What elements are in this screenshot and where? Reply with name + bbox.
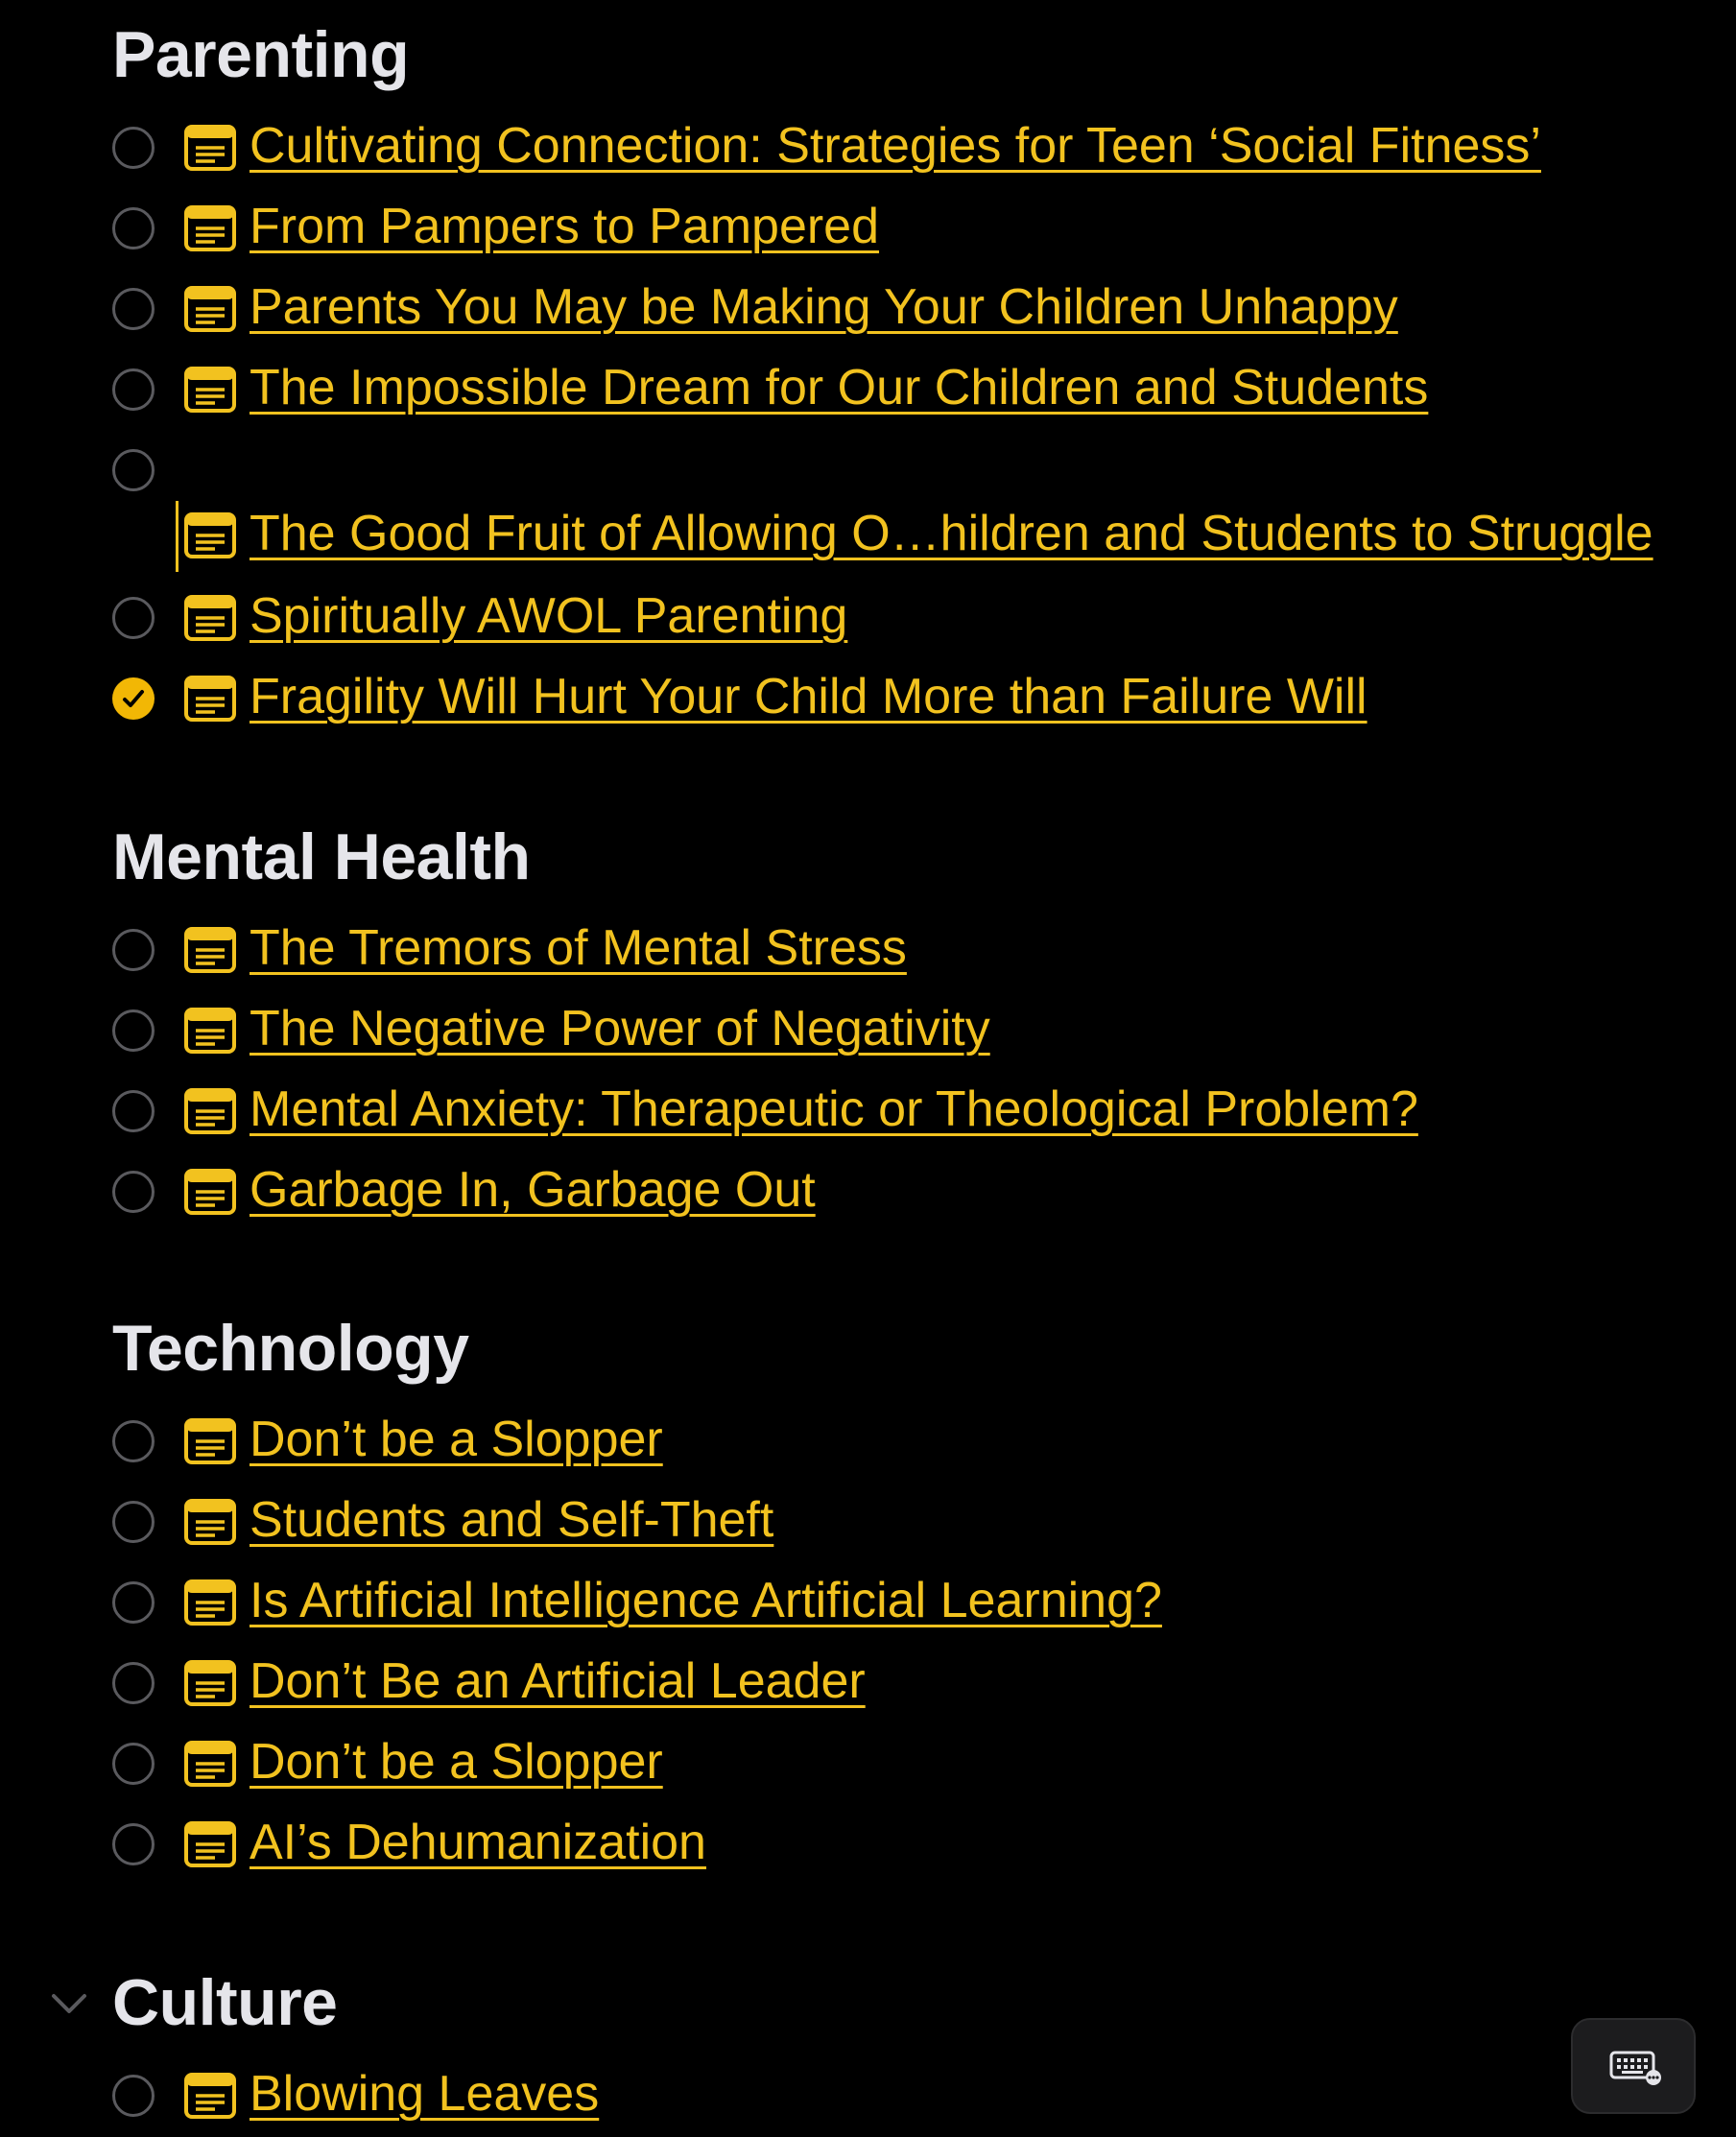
list-item (0, 990, 1736, 1071)
note-link[interactable]: Blowing Leaves (250, 2066, 600, 2122)
list-item (0, 658, 1736, 739)
note-link[interactable]: From Pampers to Pampered (250, 199, 880, 254)
keyboard-dismiss-button[interactable] (1571, 2018, 1696, 2114)
note-link[interactable]: AI’s Dehumanization (250, 1815, 706, 1870)
checkbox[interactable] (112, 597, 155, 639)
checkbox[interactable] (112, 1662, 155, 1704)
note-icon (184, 1660, 236, 1706)
note-link[interactable]: Don’t be a Slopper (250, 1412, 663, 1467)
chevron-down-icon[interactable] (50, 1984, 88, 2023)
note-icon (184, 1741, 236, 1787)
list-item-editing (0, 430, 1736, 583)
list-item (0, 1723, 1736, 1804)
section-header: Culture (112, 1966, 338, 2039)
note-link[interactable]: The Impossible Dream for Our Children and Students (250, 360, 1429, 416)
list-item (0, 1562, 1736, 1643)
note-icon (184, 595, 236, 641)
section-header: Mental Health (112, 820, 531, 893)
note-link[interactable]: Spiritually AWOL Parenting (250, 588, 848, 644)
note-link[interactable]: Mental Anxiety: Therapeutic or Theological Problem? (250, 1081, 1418, 1137)
checkbox[interactable] (112, 1823, 155, 1865)
list-item (0, 1152, 1736, 1232)
list-item (0, 1401, 1736, 1482)
note-icon (184, 1008, 236, 1054)
note-link[interactable]: Parents You May be Making Your Children Unhappy (250, 279, 1398, 335)
checkbox-checked[interactable] (112, 677, 155, 720)
section-header: Technology (112, 1312, 469, 1385)
checkbox[interactable] (112, 1009, 155, 1052)
list-item (0, 1482, 1736, 1562)
note-link[interactable]: Garbage In, Garbage Out (250, 1162, 816, 1218)
checkbox[interactable] (112, 449, 155, 491)
checkbox[interactable] (112, 1090, 155, 1132)
note-icon (184, 367, 236, 413)
note-link[interactable]: The Tremors of Mental Stress (250, 920, 907, 976)
note-icon (184, 2073, 236, 2119)
note-icon (184, 927, 236, 973)
list-item (0, 2055, 1736, 2136)
checkbox[interactable] (112, 1420, 155, 1462)
list-item (0, 107, 1736, 188)
text-cursor (176, 501, 178, 572)
note-icon (184, 1169, 236, 1215)
note-icon (184, 512, 236, 558)
note-link[interactable]: Cultivating Connection: Strategies for Teen ‘Social Fitness’ (250, 118, 1541, 174)
checkbox[interactable] (112, 127, 155, 169)
note-link[interactable]: Don’t Be an Artificial Leader (250, 1653, 866, 1709)
checkbox[interactable] (112, 1581, 155, 1624)
note-icon (184, 125, 236, 171)
note-icon (184, 1088, 236, 1134)
note-icon (184, 1579, 236, 1626)
note-icon (184, 676, 236, 722)
checkbox[interactable] (112, 929, 155, 971)
list-item (0, 910, 1736, 990)
checkbox[interactable] (112, 368, 155, 411)
list-item (0, 578, 1736, 658)
checkbox[interactable] (112, 1743, 155, 1785)
note-icon (184, 286, 236, 332)
note-link[interactable]: Don’t be a Slopper (250, 1734, 663, 1790)
checkmark-icon (112, 677, 155, 720)
note-link[interactable]: The Negative Power of Negativity (250, 1001, 990, 1057)
list-item (0, 1643, 1736, 1723)
note-link[interactable]: The Good Fruit of Allowing O…hildren and Students to Struggle (250, 506, 1653, 561)
list-item (0, 1071, 1736, 1152)
keyboard-icon (1609, 2049, 1663, 2087)
list-item (0, 269, 1736, 349)
note-icon (184, 1499, 236, 1545)
section-header: Parenting (112, 18, 410, 91)
checkbox[interactable] (112, 1171, 155, 1213)
checkbox[interactable] (112, 288, 155, 330)
note-icon (184, 1821, 236, 1867)
note-link[interactable]: Is Artificial Intelligence Artificial Learning? (250, 1573, 1162, 1628)
list-item (0, 1804, 1736, 1885)
note-link[interactable]: Students and Self-Theft (250, 1492, 774, 1548)
checkbox[interactable] (112, 2075, 155, 2117)
note-icon (184, 1418, 236, 1464)
checkbox[interactable] (112, 1501, 155, 1543)
checkbox[interactable] (112, 207, 155, 249)
note-link[interactable]: Fragility Will Hurt Your Child More than Failure Will (250, 669, 1367, 724)
list-item (0, 188, 1736, 269)
list-item (0, 349, 1736, 430)
note-icon (184, 205, 236, 251)
